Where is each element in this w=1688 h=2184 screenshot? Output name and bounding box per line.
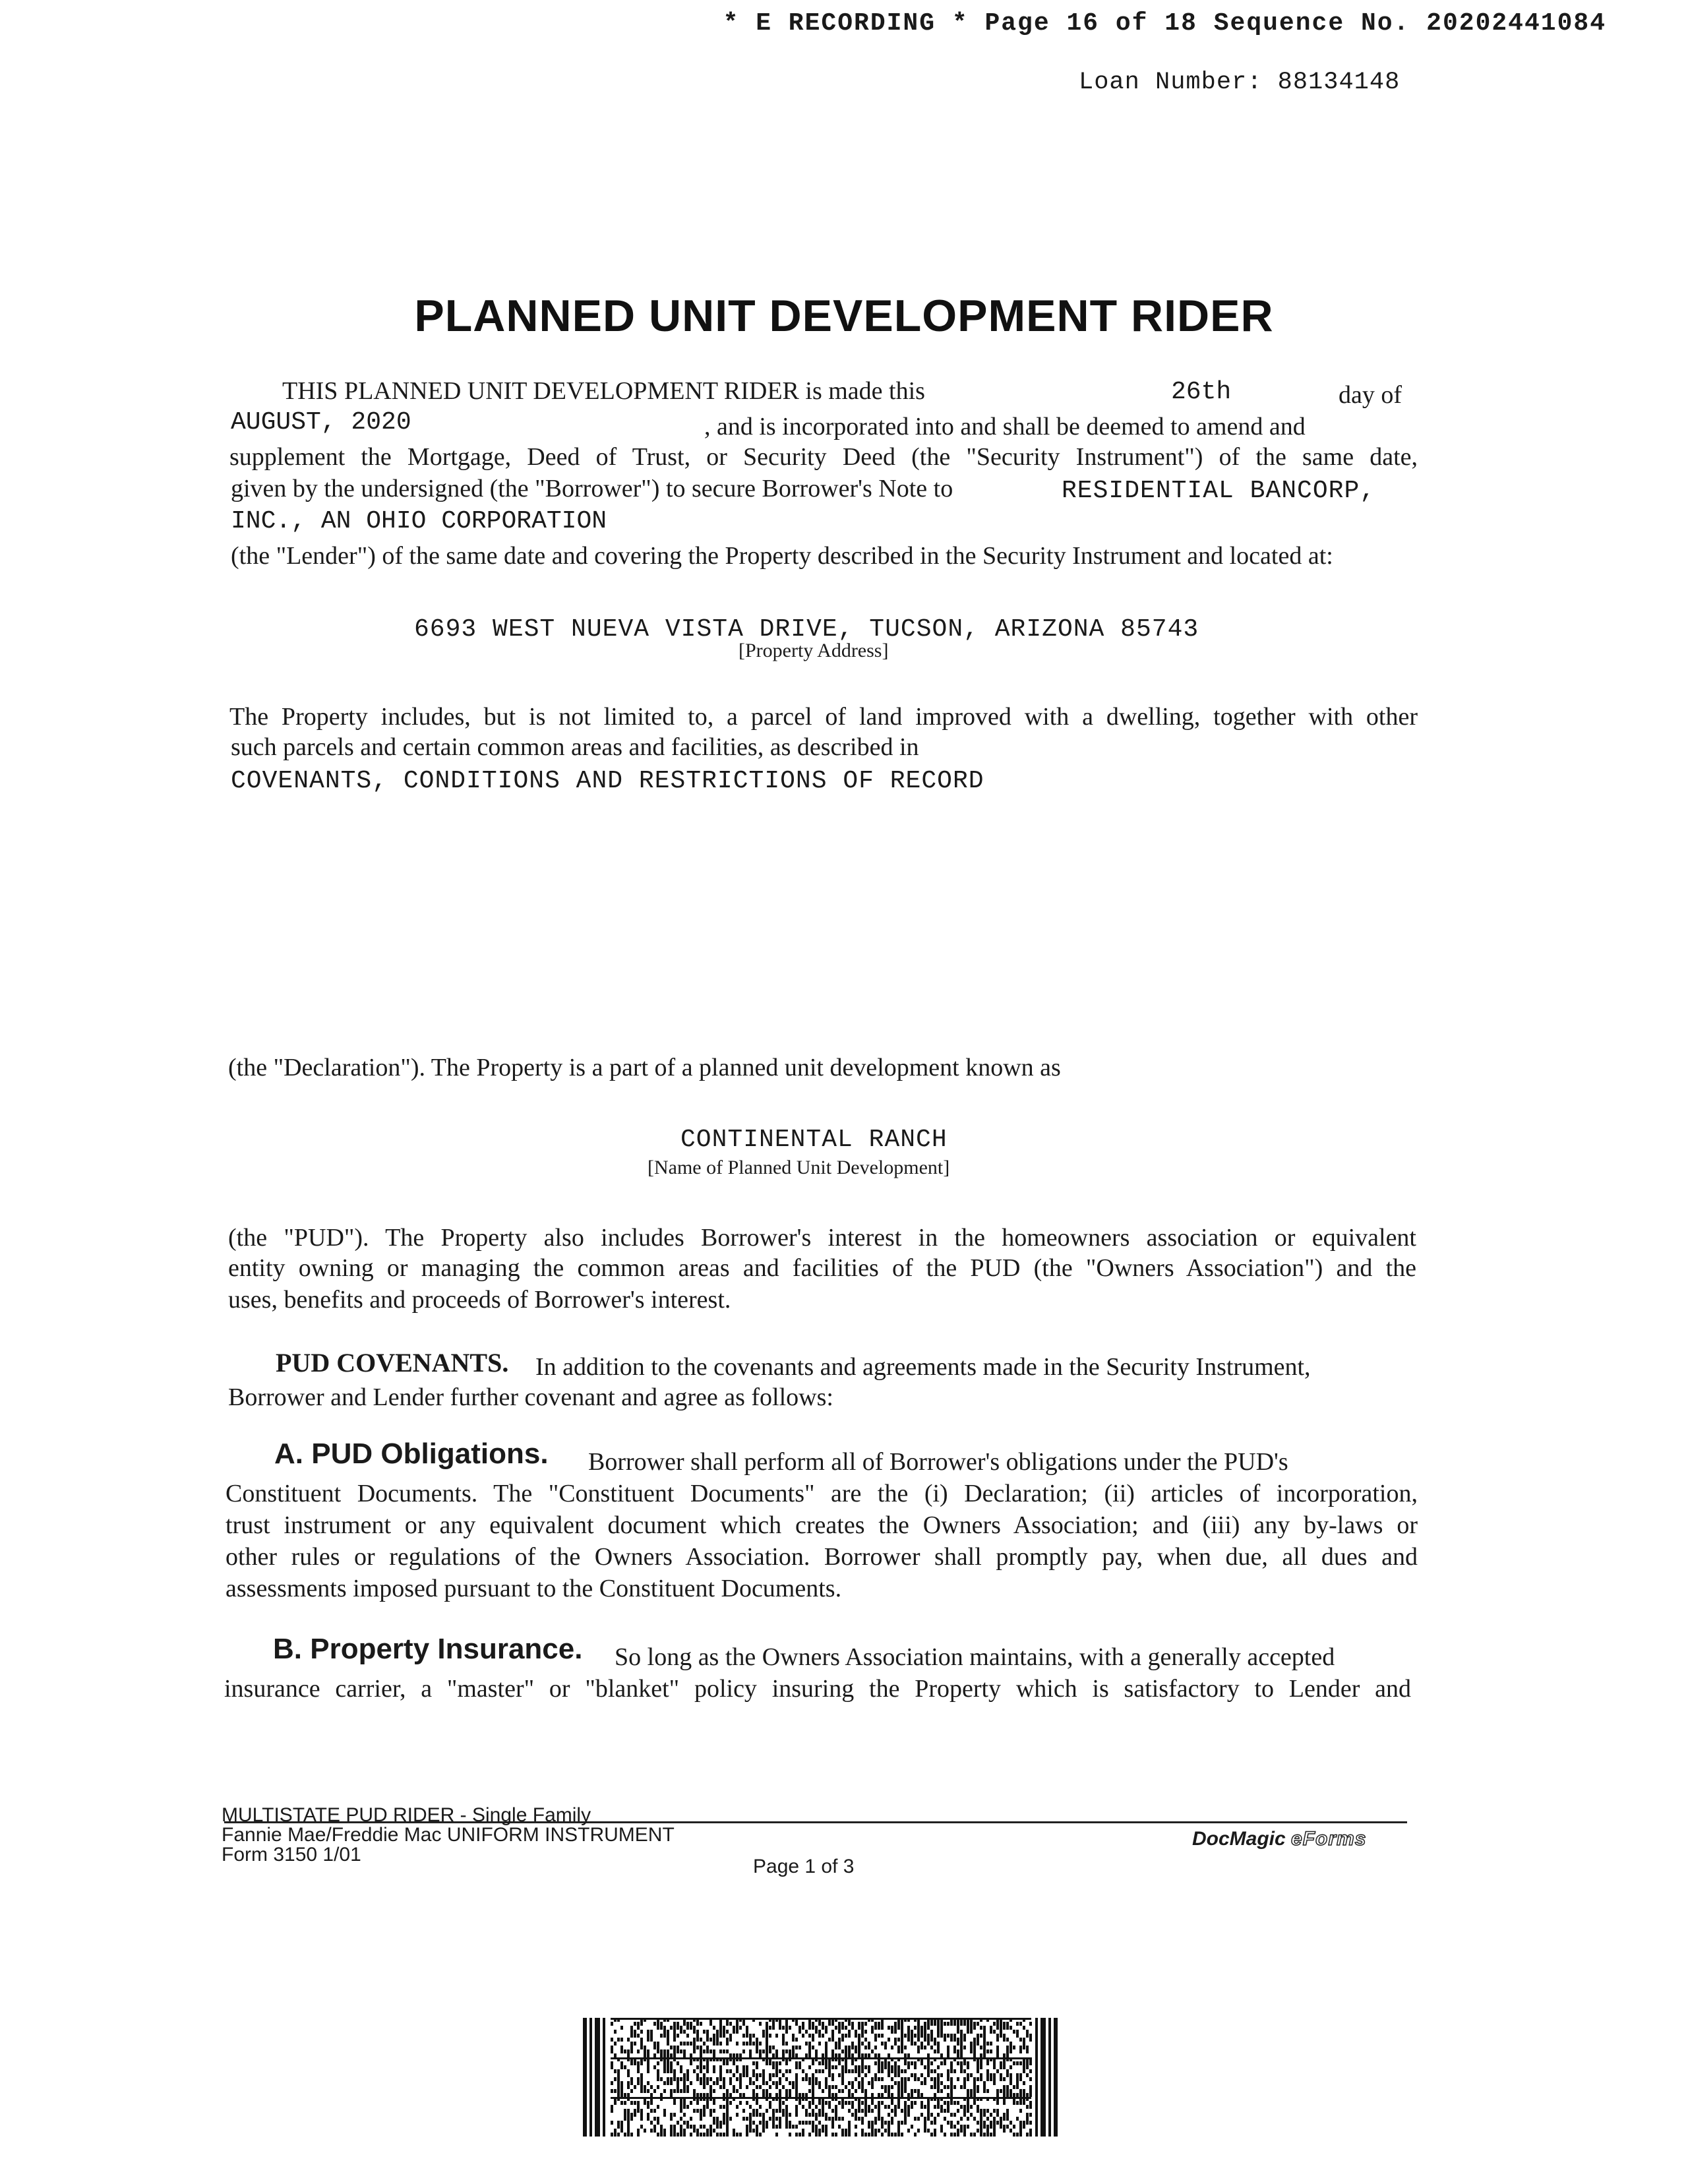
docmagic-logo-text: DocMagic	[1192, 1828, 1286, 1850]
intro-line3: supplement the Mortgage, Deed of Trust, or Security Deed (the "Security Instrument") of the same date,	[229, 443, 1418, 471]
pud-covenants-heading: PUD COVENANTS.	[276, 1348, 509, 1378]
declaration-source: COVENANTS, CONDITIONS AND RESTRICTIONS OF RECORD	[231, 767, 984, 795]
pud-para-line2: entity owning or managing the common areas and facilities of the PUD (the "Owners Association") and the	[228, 1254, 1416, 1282]
docmagic-logo	[1192, 1829, 1366, 1849]
property-includes-line1: The Property includes, but is not limited to, a parcel of land improved with a dwelling, together with other	[229, 703, 1418, 731]
section-a-line4: other rules or regulations of the Owners Association. Borrower shall promptly pay, when due, all dues and	[226, 1543, 1418, 1571]
section-a-line1: Borrower shall perform all of Borrower's obligations under the PUD's	[588, 1448, 1288, 1476]
pud-name: CONTINENTAL RANCH	[680, 1126, 948, 1154]
document-title: PLANNED UNIT DEVELOPMENT RIDER	[414, 291, 1274, 341]
footer-form-line1: MULTISTATE PUD RIDER - Single Family	[222, 1804, 591, 1826]
section-b-line2: insurance carrier, a "master" or "blanket" policy insuring the Property which is satisfactory to Lender and	[224, 1675, 1411, 1703]
intro-day-of: day of	[1339, 381, 1402, 409]
pud-name-caption: [Name of Planned Unit Development]	[648, 1157, 950, 1178]
intro-line2: , and is incorporated into and shall be deemed to amend and	[704, 413, 1306, 440]
pud-covenants-line1: In addition to the covenants and agreements made in the Security Instrument,	[535, 1353, 1311, 1381]
section-a-line5: assessments imposed pursuant to the Constituent Documents.	[226, 1575, 842, 1602]
loan-number: Loan Number: 88134148	[1079, 69, 1401, 96]
lender-name-1: RESIDENTIAL BANCORP,	[1062, 477, 1376, 505]
intro-line1: THIS PLANNED UNIT DEVELOPMENT RIDER is made this	[282, 377, 925, 405]
intro-line6: (the "Lender") of the same date and covering the Property described in the Security Instrument and located at:	[231, 542, 1333, 570]
footer-page-number: Page 1 of 3	[753, 1856, 855, 1877]
property-address-caption: [Property Address]	[738, 640, 889, 661]
footer-form-line2: Fannie Mae/Freddie Mac UNIFORM INSTRUMENT	[222, 1824, 675, 1846]
footer-form-line3: Form 3150 1/01	[222, 1844, 361, 1866]
intro-line4: given by the undersigned (the "Borrower") to secure Borrower's Note to	[231, 475, 953, 502]
pud-para-line3: uses, benefits and proceeds of Borrower's interest.	[228, 1286, 731, 1314]
eforms-logo-text: eForms	[1291, 1828, 1367, 1850]
property-includes-line2: such parcels and certain common areas and facilities, as described in	[231, 733, 919, 761]
pud-para-line1: (the "PUD"). The Property also includes Borrower's interest in the homeowners association or equivalent	[228, 1224, 1416, 1252]
recording-header: * E RECORDING * Page 16 of 18 Sequence No. 20202441084	[723, 9, 1606, 38]
section-b-heading: B. Property Insurance.	[273, 1633, 583, 1665]
section-a-heading: A. PUD Obligations.	[274, 1438, 549, 1470]
section-b-line1: So long as the Owners Association maintains, with a generally accepted	[615, 1643, 1335, 1671]
intro-month-year: AUGUST, 2020	[231, 408, 411, 437]
property-address: 6693 WEST NUEVA VISTA DRIVE, TUCSON, ARIZONA 85743	[414, 615, 1199, 644]
pud-covenants-line2: Borrower and Lender further covenant and agree as follows:	[228, 1383, 833, 1411]
barcode	[583, 2018, 1058, 2137]
intro-day: 26th	[1171, 378, 1232, 406]
section-a-line3: trust instrument or any equivalent document which creates the Owners Association; and (iii) any by-laws or	[226, 1511, 1418, 1539]
declaration-line: (the "Declaration"). The Property is a part of a planned unit development known as	[228, 1054, 1061, 1081]
lender-name-2: INC., AN OHIO CORPORATION	[231, 507, 607, 535]
section-a-line2: Constituent Documents. The "Constituent Documents" are the (i) Declaration; (ii) articles of incorporation,	[226, 1480, 1418, 1507]
